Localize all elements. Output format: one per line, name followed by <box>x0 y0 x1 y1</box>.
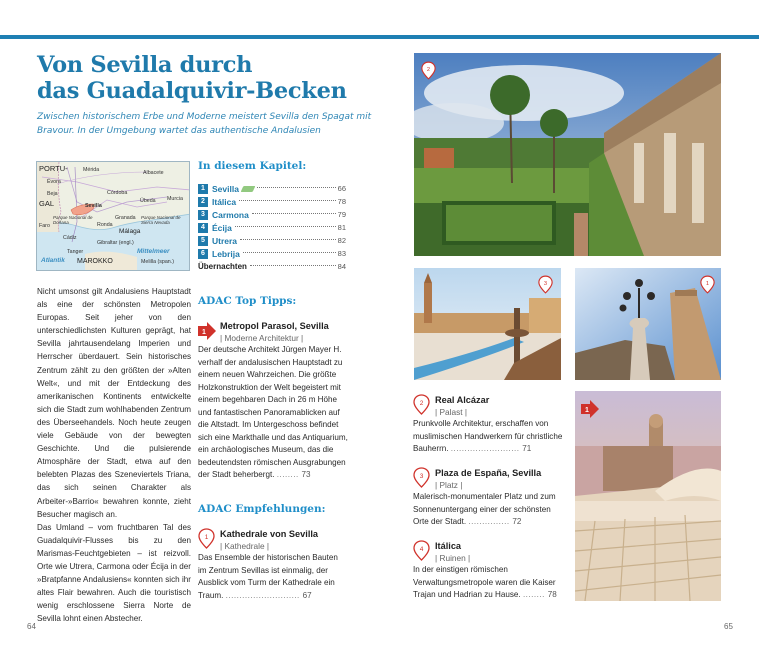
recommendation-category: | Kathedrale | <box>220 541 270 551</box>
toc-item[interactable] <box>198 234 346 247</box>
toc-number: 4 <box>198 223 208 233</box>
map-label: Atlantik <box>41 257 65 264</box>
top-tip-item <box>198 320 348 482</box>
toc-name: Übernachten <box>198 262 247 271</box>
map-pin-icon <box>538 275 553 294</box>
tip-name: Metropol Parasol, Sevilla <box>220 321 329 331</box>
tip-category: | Moderne Architektur | <box>220 333 304 343</box>
toc-page: 81 <box>337 223 346 232</box>
toc-item[interactable] <box>198 221 346 234</box>
toc-list <box>198 182 346 273</box>
title-line-2: das Guadalquivir-Becken <box>37 78 347 104</box>
toc-item[interactable] <box>198 182 346 195</box>
recommendation-name: Plaza de España, Sevilla <box>435 468 542 478</box>
toc-number: 3 <box>198 210 208 220</box>
map-pin-icon <box>700 275 715 294</box>
leader-dots <box>250 265 336 266</box>
recommendation-name: Real Alcázar <box>435 395 490 405</box>
region-map <box>36 161 190 271</box>
recommendation-category: | Ruinen | <box>435 553 471 563</box>
photo-metropol-parasol <box>575 391 721 601</box>
toc-name: Utrera <box>212 235 238 246</box>
toc-name: Carmona <box>212 209 249 220</box>
map-pin-icon <box>413 467 430 488</box>
map-book-icon <box>241 186 256 192</box>
chapter-subtitle: Zwischen historischem Erbe und Moderne meistert Sevilla den Spagat mit Bravour. In der Umgebung wartet das authentische Andalusien <box>37 112 372 136</box>
top-tip-arrow-icon <box>198 322 216 340</box>
recommendation-description: Malerisch-monumentaler Platz und zum Sonnenuntergang einer der schönsten Orte der Stadt. ............... 72 <box>413 492 556 526</box>
recommendation-page: 72 <box>512 517 522 526</box>
map-label: Córdoba <box>107 190 128 196</box>
map-label: Sevilla <box>85 203 102 209</box>
recommendation-name: Kathedrale von Sevilla <box>220 529 319 539</box>
toc-number: 1 <box>198 184 208 194</box>
svg-text:3: 3 <box>543 280 548 287</box>
svg-text:1: 1 <box>705 280 710 287</box>
recommendation-item <box>413 394 563 456</box>
map-label: Parque Nacional de Doñana <box>53 215 93 225</box>
tip-page: 73 <box>301 470 311 479</box>
toc-page: 82 <box>337 236 346 245</box>
toc-number: 6 <box>198 249 208 259</box>
intro-paragraph: Das Umland – vom fruchtbaren Tal des Guadalquivir-Flusses bis zu den Marismas-Feuchtgebieten – ist reizvoll. Orte wie Utrera, Carmona oder Écija in der »Bratpfanne Andalusiens« konnten sich ihr altes Flair bewahren. Auch die touristisch wenig erschlossene Sierra Norte de Sevilla lohnt einen Abstecher. <box>37 522 191 624</box>
toc-name: Sevilla <box>212 183 239 194</box>
photo-plaza-de-espana <box>414 268 561 380</box>
recommendation-page: 67 <box>302 590 312 600</box>
toc-page: 83 <box>337 249 346 258</box>
map-label: Beja <box>47 191 58 197</box>
map-label: Faro <box>39 223 50 229</box>
recommendation-description: Das Ensemble der historischen Bauten im Zentrum Sevillas ist einmalig, der Ausblick vom Turm der Kathedrale ein Traum. ........................... 67 <box>198 553 338 600</box>
map-label: PORTU- <box>39 164 68 173</box>
map-label: Gibraltar (engl.) <box>97 240 134 246</box>
toc-name: Écija <box>212 222 232 233</box>
header-accent-bar <box>0 35 759 39</box>
svg-text:2: 2 <box>419 400 424 407</box>
leader-dots <box>235 226 336 227</box>
toc-name: Itálica <box>212 196 237 207</box>
map-label: Mittelmeer <box>137 248 170 255</box>
recommendation-item <box>413 540 563 602</box>
svg-text:1: 1 <box>204 534 209 541</box>
map-label: Ronda <box>97 222 113 228</box>
leader-dots <box>257 187 336 188</box>
page-number-left: 64 <box>27 622 36 631</box>
intro-paragraph: Nicht umsonst gilt Andalusiens Hauptstadt als eine der schönsten Metropolen Europas. Seit jeher von den unterschiedlichsten Kulturen geprägt, hat Sevilla jahrtausendelang Imperien und Herrscher überdauert. Sein historisches Zentrum zählt zu den größten der »Alten Welt«, und mit der Entdeckung des amerikanischen Kontinents entwickelte sich die Stadt zum wohlhabenden Zentrum des Überseehandels. Noch heute zeugen viele Gebäude von der bewegten Geschichte. Und die pulsierende Atmosphäre der Stadt, etwa auf den belebten Plazas des Szeneviertels Triana, das sich seinen Charakter als Arbeiter-»Barrio« bewahren konnte, zieht Besucher magisch an. <box>37 287 191 519</box>
map-label: Granada <box>115 215 136 221</box>
map-pin-icon <box>413 540 430 561</box>
map-pin-icon <box>413 394 430 415</box>
leader-dots <box>243 252 336 253</box>
tip-description: Der deutsche Architekt Jürgen Mayer H. verhalf der andalusischen Hauptstadt zu einem neuen Wahrzeichen. Die größte Holzkonstruktion der Welt begeistert mit einem begehbaren Dach in 26 m Höhe und fantastischen Panoramablicken auf die Altstadt. Im Untergeschoss befindet sich eine Markthalle und das Antiquarium, ein archäologisches Museum, das die bedeutendsten römischen Ausgrabungen der Stadt beherbergt. ........ 73 <box>198 345 348 479</box>
map-label: Mérida <box>83 167 100 173</box>
intro-text <box>37 285 191 625</box>
recommendation-page: 71 <box>522 444 532 453</box>
map-label: GAL <box>39 199 55 208</box>
top-tip-arrow-icon <box>581 400 599 418</box>
toc-page: 84 <box>337 262 346 271</box>
top-tips-heading: ADAC Top Tipps: <box>198 295 297 307</box>
recommendation-category: | Platz | <box>435 480 463 490</box>
map-label: Melilla (span.) <box>141 259 174 265</box>
tip-header <box>198 320 348 344</box>
chapter-title <box>37 52 397 104</box>
toc-page: 79 <box>337 210 346 219</box>
svg-text:1: 1 <box>585 407 589 414</box>
chapter-toc <box>198 160 346 273</box>
recommendation-description: Prunkvolle Architektur, erschaffen von muslimischen Handwerkern für christliche Bauherrn. ......................... 71 <box>413 419 563 453</box>
recommendation-name: Itálica <box>435 541 462 551</box>
recommendation-page: 78 <box>547 590 557 599</box>
leader-dots <box>240 239 336 240</box>
recommendation-item <box>198 528 348 602</box>
toc-item[interactable] <box>198 195 346 208</box>
svg-text:4: 4 <box>419 546 424 553</box>
recommendation-item <box>413 467 563 529</box>
leader-dots <box>252 213 336 214</box>
map-label: Albacete <box>143 170 164 176</box>
map-label: Parque Nacional de Sierra Nevada <box>141 215 181 225</box>
leader-dots <box>239 200 336 201</box>
toc-item[interactable] <box>198 247 346 260</box>
recommendation-description: In der einstigen römischen Verwaltungsmetropole waren die Kaiser Trajan und Hadrian zu Hause. ........ 78 <box>413 565 557 599</box>
photo-cathedral-giralda <box>575 268 721 380</box>
recommendations-heading: ADAC Empfehlungen: <box>198 503 326 515</box>
photo-real-alcazar <box>414 53 721 256</box>
toc-item[interactable] <box>198 208 346 221</box>
map-label: Murcia <box>167 196 183 202</box>
svg-text:1: 1 <box>202 329 206 336</box>
map-pin-icon <box>421 61 436 80</box>
title-line-1: Von Sevilla durch <box>37 52 253 78</box>
map-label: MAROKKO <box>77 258 113 265</box>
svg-text:3: 3 <box>419 473 424 480</box>
map-label: Évora <box>47 179 61 185</box>
page-number-right: 65 <box>724 622 733 631</box>
map-pin-icon <box>198 528 215 549</box>
map-label: Cádiz <box>63 235 77 241</box>
toc-number: 2 <box>198 197 208 207</box>
map-label: Tanger <box>67 249 84 255</box>
toc-page: 78 <box>337 197 346 206</box>
toc-item-overnight[interactable] <box>198 260 346 273</box>
map-label: Úbeda <box>140 198 156 204</box>
toc-heading: In diesem Kapitel: <box>198 160 307 172</box>
toc-page: 66 <box>337 184 346 193</box>
svg-text:2: 2 <box>426 66 431 73</box>
toc-name: Lebrija <box>212 248 240 259</box>
toc-number: 5 <box>198 236 208 246</box>
map-label: Málaga <box>119 228 141 235</box>
recommendation-category: | Palast | <box>435 407 467 417</box>
